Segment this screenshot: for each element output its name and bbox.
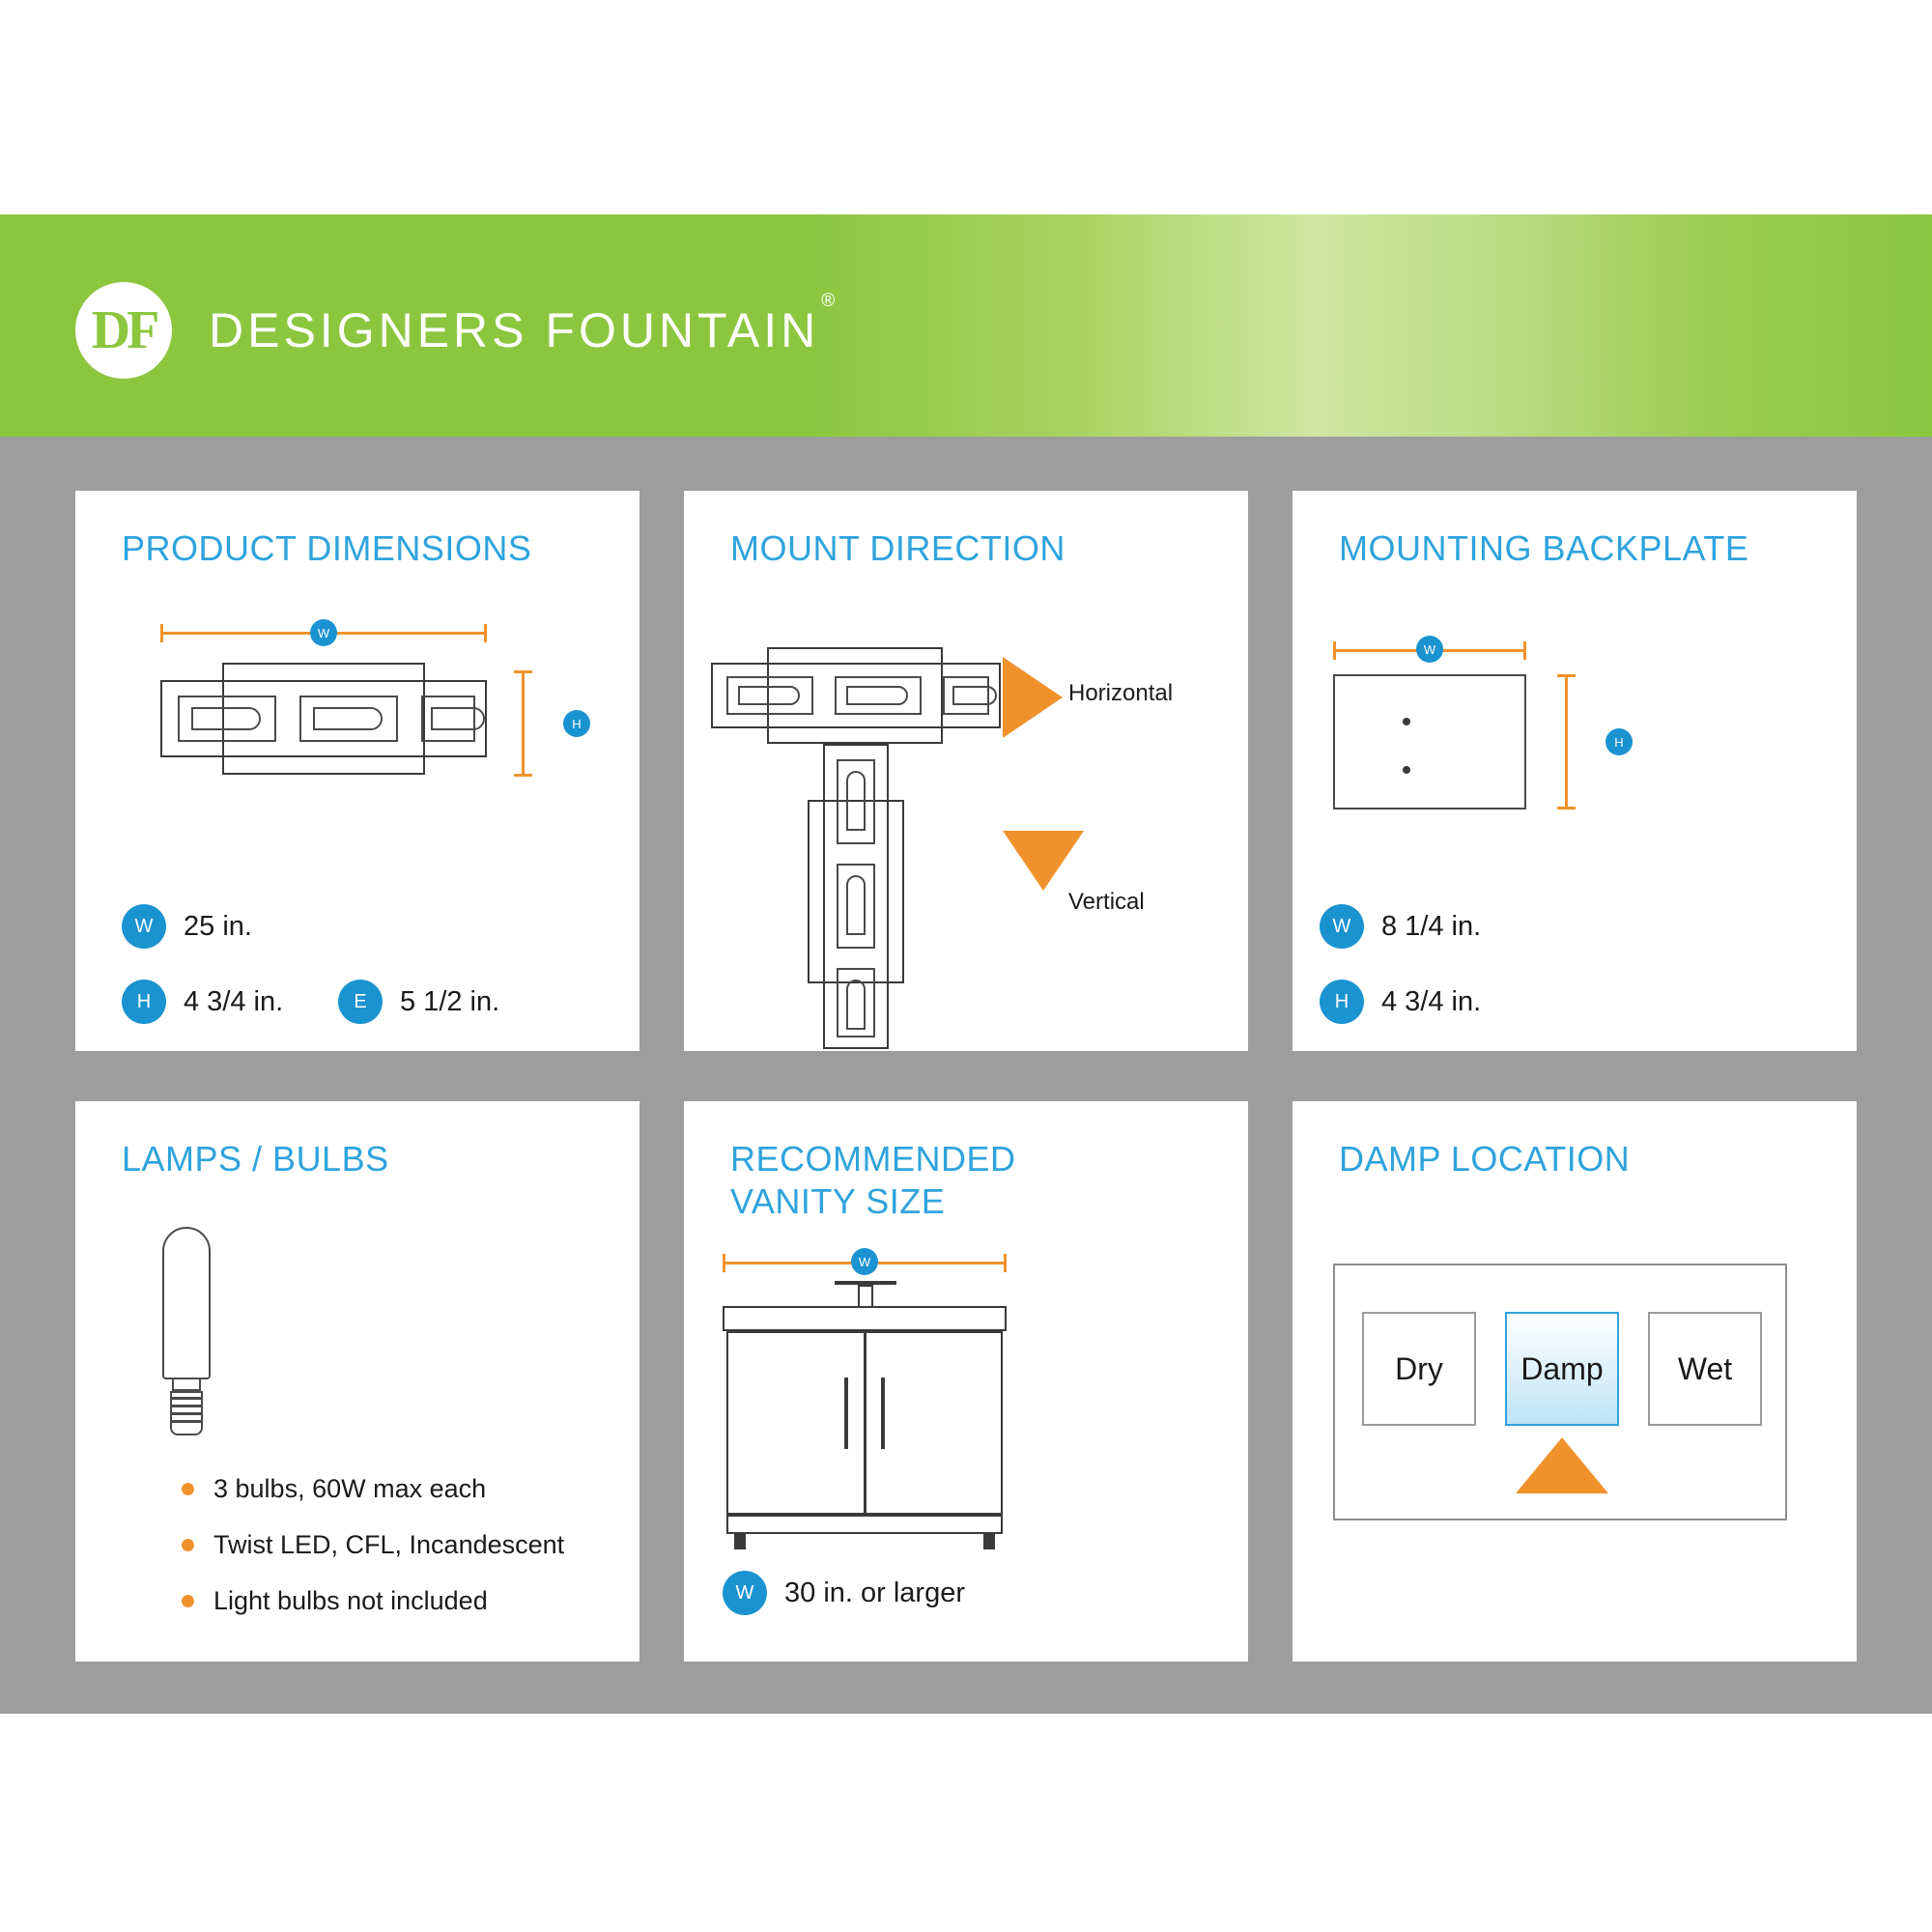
card-title-lamps-bulbs: LAMPS / BULBS — [122, 1139, 389, 1179]
card-mount-direction — [684, 491, 1248, 1051]
bullet-dot-icon — [182, 1595, 194, 1607]
card-title-product-dimensions: PRODUCT DIMENSIONS — [122, 528, 532, 568]
spec-card-grid — [75, 491, 1857, 1662]
spec-extension — [338, 980, 499, 1024]
location-box-dry: Dry — [1362, 1312, 1476, 1426]
horizontal-bulb-right-icon — [952, 686, 997, 705]
bulb-spec-1: 3 bulbs, 60W max each — [213, 1474, 487, 1503]
badge-width-top: W — [310, 619, 337, 646]
height-dimension-line — [522, 670, 525, 777]
card-recommended-vanity-size — [684, 1101, 1248, 1662]
badge-w: W — [122, 904, 166, 949]
badge-vanity-width: W — [851, 1248, 878, 1275]
backplate-height-line — [1565, 674, 1568, 810]
badge-backplate-width: W — [1416, 636, 1443, 663]
arrow-right-icon — [1003, 657, 1063, 738]
vanity-door-split — [864, 1331, 867, 1515]
badge-w: W — [1320, 904, 1364, 949]
badge-w: W — [723, 1571, 767, 1615]
spec-height — [122, 980, 283, 1024]
bulb-glass-icon — [162, 1227, 211, 1379]
screw-hole-top-icon — [1403, 718, 1410, 725]
spec-backplate-width-value: 8 1/4 in. — [1381, 910, 1482, 942]
card-title-mounting-backplate: MOUNTING BACKPLATE — [1339, 528, 1749, 568]
badge-e: E — [338, 980, 383, 1024]
label-vertical: Vertical — [1068, 889, 1145, 915]
card-lamps-bulbs — [75, 1101, 639, 1662]
bulb-thread-2 — [172, 1405, 201, 1407]
screw-hole-bottom-icon — [1403, 766, 1410, 774]
vanity-foot-left — [734, 1534, 746, 1549]
backplate-outline — [1333, 674, 1526, 810]
card-product-dimensions — [75, 491, 639, 1051]
bulb-thread-3 — [172, 1412, 201, 1415]
badge-h: H — [1320, 980, 1364, 1024]
location-box-damp: Damp — [1505, 1312, 1619, 1426]
spec-vanity-width-value: 30 in. or larger — [784, 1577, 965, 1608]
vanity-handle-right — [881, 1378, 885, 1449]
bulb-thread-1 — [172, 1397, 201, 1400]
spec-width-value: 25 in. — [184, 910, 252, 942]
bulb-spec-3: Light bulbs not included — [213, 1586, 488, 1615]
registered-mark: ® — [821, 291, 839, 312]
vanity-base — [726, 1515, 1003, 1534]
spec-vanity-width — [723, 1571, 965, 1615]
list-item — [182, 1474, 564, 1504]
vertical-bulb-bottom-icon — [846, 980, 866, 1030]
list-item — [182, 1530, 564, 1560]
faucet-spout — [835, 1281, 896, 1285]
spec-backplate-height — [1320, 980, 1481, 1024]
brand-logo — [75, 282, 837, 379]
horizontal-bulb-center-icon — [846, 686, 908, 705]
badge-backplate-height: H — [1605, 728, 1633, 755]
vanity-handle-left — [844, 1378, 848, 1449]
bulb-spec-list — [182, 1474, 564, 1616]
horizontal-bulb-left-icon — [738, 686, 800, 705]
bulb-thread-4 — [172, 1420, 201, 1423]
card-title-recommended-vanity-size — [730, 1138, 1016, 1223]
badge-h: H — [122, 980, 166, 1024]
bulb-center-icon — [313, 707, 383, 730]
arrow-up-icon — [1516, 1437, 1608, 1493]
label-horizontal: Horizontal — [1068, 680, 1174, 706]
brand-name-text: DESIGNERS FOUNTAIN — [209, 303, 820, 357]
card-damp-location — [1293, 1101, 1857, 1662]
location-rating-panel — [1333, 1264, 1787, 1520]
bulb-neck-icon — [172, 1378, 201, 1391]
bulb-spec-2: Twist LED, CFL, Incandescent — [213, 1530, 565, 1559]
vertical-bulb-middle-icon — [846, 875, 866, 935]
card-title-mount-direction: MOUNT DIRECTION — [730, 528, 1065, 568]
spec-width — [122, 904, 252, 949]
spec-backplate-width — [1320, 904, 1481, 949]
bullet-dot-icon — [182, 1483, 194, 1495]
vertical-bulb-top-icon — [846, 771, 866, 831]
spec-extension-value: 5 1/2 in. — [400, 985, 500, 1017]
bullet-dot-icon — [182, 1539, 194, 1551]
spec-backplate-height-value: 4 3/4 in. — [1381, 985, 1482, 1017]
spec-height-value: 4 3/4 in. — [184, 985, 284, 1017]
vanity-title-line1: RECOMMENDED — [730, 1139, 1016, 1179]
brand-name — [209, 291, 839, 358]
badge-height-side: H — [563, 710, 590, 737]
location-box-wet: Wet — [1648, 1312, 1762, 1426]
vanity-foot-right — [983, 1534, 995, 1549]
card-mounting-backplate — [1293, 491, 1857, 1051]
df-monogram-icon: DF — [75, 282, 172, 379]
vanity-countertop — [723, 1306, 1007, 1331]
list-item — [182, 1586, 564, 1616]
arrow-down-icon — [1003, 831, 1084, 891]
bulb-left-icon — [191, 707, 261, 730]
card-title-damp-location: DAMP LOCATION — [1339, 1139, 1631, 1179]
faucet-icon — [858, 1285, 873, 1308]
vanity-title-line2: VANITY SIZE — [730, 1180, 946, 1221]
bulb-right-icon — [431, 707, 485, 730]
